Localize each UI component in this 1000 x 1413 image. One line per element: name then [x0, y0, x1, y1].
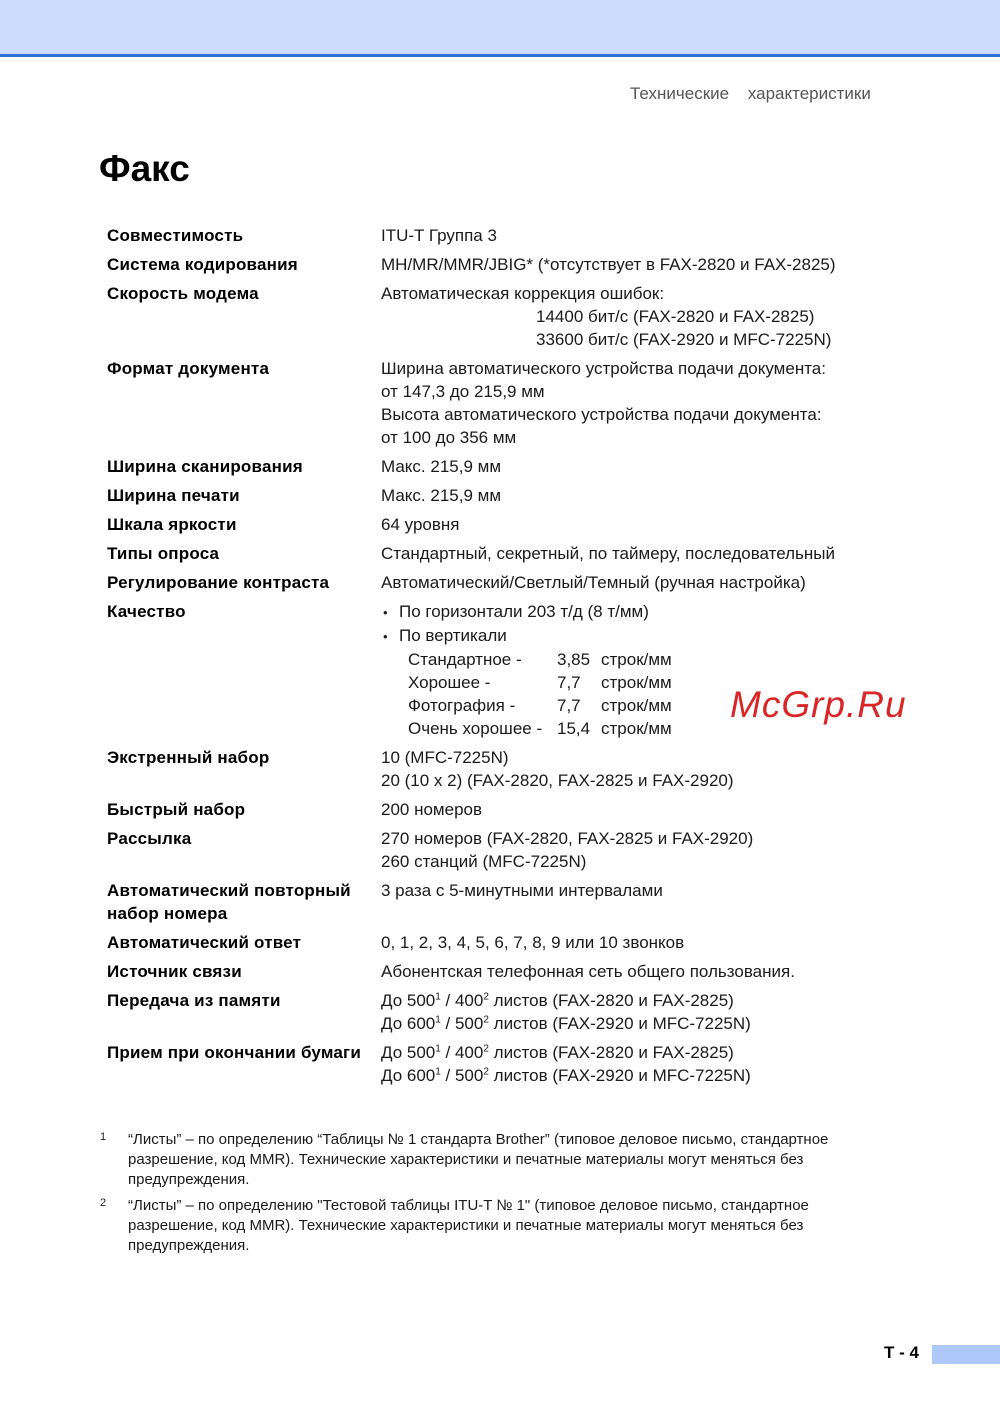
- bullet-item: • По горизонтали 203 т/д (8 т/мм): [381, 600, 907, 624]
- value-line: 200 номеров: [381, 800, 483, 819]
- value-line: 20 (10 x 2) (FAX-2820, FAX-2825 и FAX-2920): [381, 771, 734, 790]
- spec-label: Рассылка: [107, 829, 192, 848]
- footnote: [100, 1196, 890, 1256]
- spec-row: [107, 542, 907, 565]
- spec-label: Формат документа: [107, 359, 270, 378]
- resolution-value: 7,7: [557, 696, 581, 715]
- value-line: 270 номеров (FAX-2820, FAX-2825 и FAX-2920): [381, 829, 754, 848]
- footnote-ref: 2: [483, 1043, 489, 1055]
- value-line: Стандартный, секретный, по таймеру, последовательный: [381, 544, 835, 563]
- spec-label: Регулирование контраста: [107, 573, 330, 592]
- spec-value: [381, 798, 907, 821]
- spec-value: [381, 357, 907, 449]
- spec-value: [381, 455, 907, 478]
- spec-row: [107, 513, 907, 536]
- spec-value: [381, 746, 907, 792]
- pages-text: До 600: [381, 1066, 436, 1085]
- footnote-ref: 1: [435, 991, 441, 1003]
- pages-text: / 400: [440, 1043, 484, 1062]
- value-line: [381, 1012, 907, 1035]
- resolution-mode: Хорошее -: [408, 673, 491, 692]
- footnote-number: 1: [100, 1131, 107, 1143]
- footnote-ref: 2: [483, 1066, 489, 1078]
- value-line: Автоматический/Светлый/Темный (ручная настройка): [381, 573, 806, 592]
- value-line: MH/MR/MMR/JBIG* (*отсутствует в FAX-2820 и FAX-2825): [381, 255, 836, 274]
- pages-text: листов (FAX-2820 и FAX-2825): [488, 1043, 734, 1062]
- value-line: Абонентская телефонная сеть общего пользования.: [381, 962, 795, 981]
- footnote-ref: 2: [483, 1014, 489, 1026]
- page-number: T - 4: [884, 1343, 919, 1362]
- pages-text: / 500: [440, 1014, 484, 1033]
- spec-row: [107, 224, 907, 247]
- spec-label: Ширина сканирования: [107, 457, 303, 476]
- spec-label: Прием при окончании бумаги: [107, 1043, 361, 1062]
- resolution-row: [381, 648, 907, 671]
- pages-text: / 400: [440, 991, 484, 1010]
- resolution-value: 15,4: [557, 719, 591, 738]
- footnote-text: “Листы” – по определению “Таблицы № 1 стандарта Brother” (типовое деловое письмо, стандартное разрешение, код MMR). Технические характеристики и печатные материалы могут меняться без предупреждения.: [128, 1131, 829, 1188]
- resolution-value: 7,7: [557, 673, 581, 692]
- value-line: Высота автоматического устройства подачи документа:: [381, 405, 822, 424]
- pages-text: До 500: [381, 1043, 436, 1062]
- spec-value: [381, 253, 907, 276]
- spec-value: [381, 989, 907, 1035]
- value-line: Автоматическая коррекция ошибок:: [381, 284, 665, 303]
- resolution-unit: строк/мм: [601, 650, 672, 669]
- spec-row: [107, 827, 907, 873]
- resolution-value: 3,85: [557, 650, 591, 669]
- value-line: 0, 1, 2, 3, 4, 5, 6, 7, 8, 9 или 10 звонков: [381, 933, 685, 952]
- pages-text: листов (FAX-2920 и MFC-7225N): [488, 1066, 751, 1085]
- spec-row: [107, 484, 907, 507]
- spec-label: Скорость модема: [107, 284, 259, 303]
- value-line: 14400 бит/с (FAX-2820 и FAX-2825): [536, 307, 815, 326]
- spec-value: [381, 542, 907, 565]
- spec-row: [107, 989, 907, 1035]
- value-line: от 100 до 356 мм: [381, 428, 517, 447]
- spec-label: Источник связи: [107, 962, 242, 981]
- running-header: Технические характеристики: [630, 84, 871, 103]
- spec-label: Автоматический повторный набор номера: [107, 881, 351, 923]
- resolution-mode: Фотография -: [408, 696, 516, 715]
- header-band: [0, 0, 1000, 57]
- spec-label: Шкала яркости: [107, 515, 237, 534]
- spec-row: [107, 253, 907, 276]
- value-line: Макс. 215,9 мм: [381, 457, 502, 476]
- value-line: [381, 989, 907, 1012]
- value-line: 10 (MFC-7225N): [381, 748, 509, 767]
- spec-table: [107, 224, 907, 1093]
- spec-row: [107, 571, 907, 594]
- spec-label: Система кодирования: [107, 255, 298, 274]
- footnote: [100, 1130, 890, 1190]
- spec-value: [381, 282, 907, 351]
- value-line: от 147,3 до 215,9 мм: [381, 382, 545, 401]
- resolution-unit: строк/мм: [601, 719, 672, 738]
- watermark: McGrp.Ru: [730, 684, 907, 725]
- value-line: 64 уровня: [381, 515, 460, 534]
- footnote-number: 2: [100, 1197, 107, 1209]
- spec-value: [381, 571, 907, 594]
- spec-value: [381, 827, 907, 873]
- footnote-ref: 2: [483, 991, 489, 1003]
- spec-label: Совместимость: [107, 226, 244, 245]
- spec-value: [381, 484, 907, 507]
- resolution-unit: строк/мм: [601, 673, 672, 692]
- spec-label: Качество: [107, 602, 186, 621]
- spec-row: [107, 960, 907, 983]
- spec-label: Экстренный набор: [107, 748, 270, 767]
- spec-label: Передача из памяти: [107, 991, 281, 1010]
- bullet-item: • По вертикали: [381, 624, 907, 648]
- spec-value: [381, 879, 907, 925]
- spec-value: [381, 224, 907, 247]
- page-title: Факс: [99, 148, 190, 189]
- value-line: [381, 1064, 907, 1087]
- footnote-text: “Листы” – по определению "Тестовой таблицы ITU-T № 1" (типовое деловое письмо, стандартное разрешение, код MMR). Технические характеристики и печатные материалы могут меняться без предупреждения.: [128, 1197, 809, 1254]
- spec-row: [107, 282, 907, 351]
- resolution-unit: строк/мм: [601, 696, 672, 715]
- resolution-mode: Очень хорошее -: [408, 719, 543, 738]
- pages-text: До 500: [381, 991, 436, 1010]
- pages-text: листов (FAX-2920 и MFC-7225N): [488, 1014, 751, 1033]
- spec-row: [107, 798, 907, 821]
- spec-value: [381, 931, 907, 954]
- spec-label: Типы опроса: [107, 544, 220, 563]
- spec-value: [381, 960, 907, 983]
- value-line: [381, 1041, 907, 1064]
- pages-text: листов (FAX-2820 и FAX-2825): [488, 991, 734, 1010]
- spec-value: [381, 513, 907, 536]
- spec-row: [107, 455, 907, 478]
- resolution-mode: Стандартное -: [408, 650, 522, 669]
- spec-label: Ширина печати: [107, 486, 240, 505]
- value-line: 260 станций (MFC-7225N): [381, 852, 587, 871]
- value-line: 33600 бит/с (FAX-2920 и MFC-7225N): [536, 330, 832, 349]
- value-line: 3 раза с 5-минутными интервалами: [381, 881, 663, 900]
- spec-row: [107, 746, 907, 792]
- footnote-ref: 1: [435, 1014, 441, 1026]
- page-tab: [932, 1345, 1000, 1364]
- spec-row: [107, 1041, 907, 1087]
- spec-label: Автоматический ответ: [107, 933, 302, 952]
- footnote-ref: 1: [435, 1066, 441, 1078]
- spec-row: [107, 931, 907, 954]
- value-line: ITU-T Группа 3: [381, 226, 497, 245]
- pages-text: / 500: [440, 1066, 484, 1085]
- spec-row: [107, 879, 907, 925]
- spec-row: [107, 357, 907, 449]
- footnote-ref: 1: [435, 1043, 441, 1055]
- value-line: Макс. 215,9 мм: [381, 486, 502, 505]
- spec-label: Быстрый набор: [107, 800, 246, 819]
- value-line: Ширина автоматического устройства подачи документа:: [381, 359, 826, 378]
- pages-text: До 600: [381, 1014, 436, 1033]
- spec-value: [381, 1041, 907, 1087]
